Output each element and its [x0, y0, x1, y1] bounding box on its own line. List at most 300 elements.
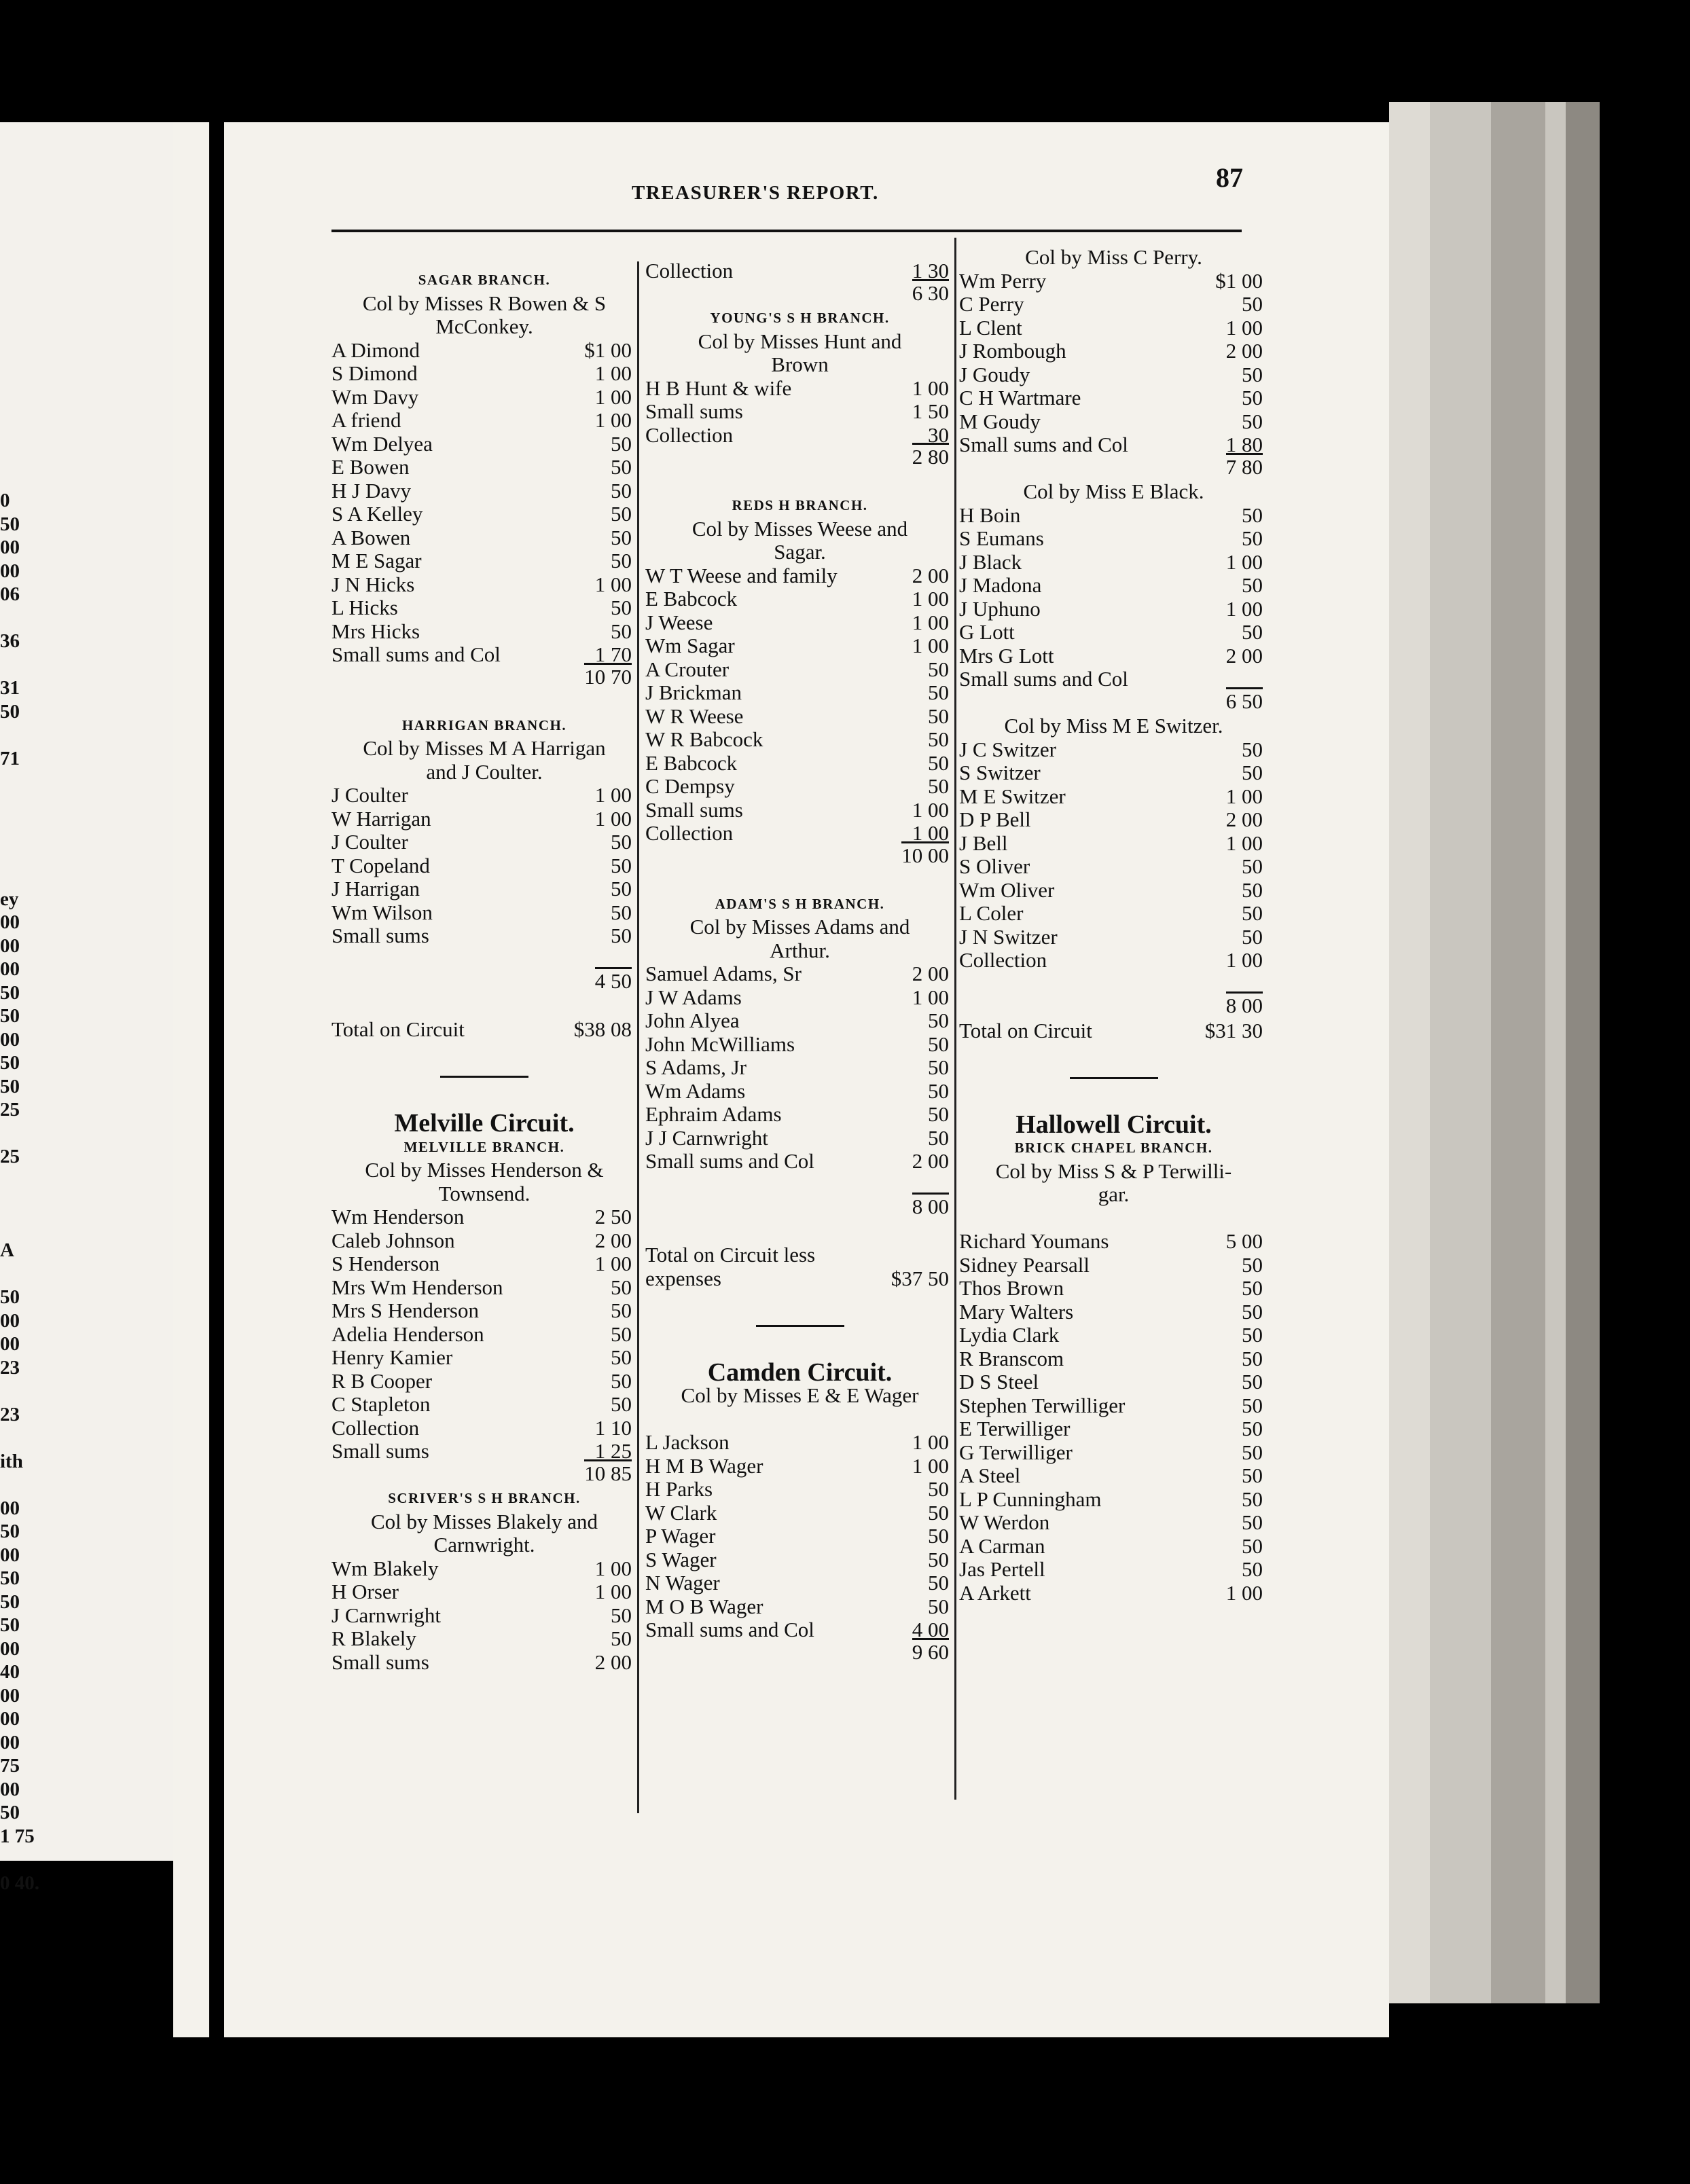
contribution-row	[645, 962, 954, 986]
entry-label: J N Switzer	[959, 924, 1058, 949]
entry-amount: 50	[1242, 409, 1263, 433]
entry-label: P Wager	[645, 1524, 716, 1548]
margin-number	[0, 794, 27, 818]
entry-amount: 50	[1242, 620, 1263, 644]
margin-number	[0, 723, 27, 747]
entry-label: Wm Wilson	[331, 900, 433, 924]
entry-amount: 2 00	[912, 563, 949, 587]
spacer	[645, 1220, 954, 1244]
contribution-row	[959, 1488, 1268, 1512]
entry-label: H J Davy	[331, 478, 412, 503]
contribution-row	[331, 901, 637, 925]
entry-amount: 50	[1242, 1440, 1263, 1464]
collector-line	[959, 480, 1268, 504]
entry-label: Total on Circuit less	[645, 1243, 816, 1267]
margin-number: 00	[0, 1637, 20, 1660]
entry-amount: 50	[1242, 1323, 1263, 1347]
margin-number: 0 40.	[0, 1872, 39, 1894]
entry-amount: 50	[1242, 877, 1263, 902]
entry-label: Small sums	[331, 924, 429, 947]
contribution-row	[959, 761, 1268, 785]
contribution-row	[331, 784, 637, 807]
collector-line	[331, 761, 637, 784]
entry-amount: 2 00	[1225, 339, 1263, 363]
margin-number: 1 75	[0, 1825, 35, 1847]
entry-amount: 50	[1242, 1252, 1263, 1277]
margin-number: 00	[0, 1684, 20, 1707]
margin-number: 25	[0, 1099, 20, 1121]
entry-label: J Coulter	[331, 783, 408, 807]
entry-label: L P Cunningham	[959, 1487, 1102, 1511]
contribution-row	[959, 1370, 1268, 1394]
entry-amount: 50	[611, 853, 632, 877]
page-number: 87	[1216, 162, 1243, 193]
entry-label: Wm Blakely	[331, 1556, 439, 1580]
margin-number: 50	[0, 1802, 20, 1823]
collector-line	[645, 353, 954, 377]
entry-label: S Dimond	[331, 361, 418, 385]
contribution-row	[959, 527, 1268, 551]
contribution-row	[331, 1417, 637, 1440]
entry-amount: 50	[1242, 1557, 1263, 1581]
collector-line	[645, 1384, 954, 1408]
entry-amount: 50	[1242, 924, 1263, 949]
circuit-heading	[959, 1110, 1268, 1139]
entry-label: Thos Brown	[959, 1276, 1064, 1300]
margin-number	[0, 1122, 27, 1146]
entry-label: G Lott	[959, 620, 1015, 644]
contribution-row	[331, 362, 637, 386]
contribution-row	[645, 1009, 954, 1033]
collector-line	[959, 1160, 1268, 1184]
entry-label: expenses	[645, 1266, 721, 1290]
contribution-row	[959, 363, 1268, 387]
contribution-row	[959, 668, 1268, 691]
entry-amount: 1 00	[594, 1556, 632, 1580]
entry-label: D P Bell	[959, 807, 1031, 831]
margin-number: ith	[0, 1450, 23, 1472]
entry-label: Wm Adams	[645, 1078, 746, 1103]
contribution-row	[959, 1300, 1268, 1324]
entry-label: Henry Kamier	[331, 1345, 453, 1369]
contribution-row	[331, 339, 637, 363]
entry-label: J Madona	[959, 573, 1042, 597]
entry-amount: $1 00	[584, 338, 632, 362]
contribution-row	[959, 316, 1268, 340]
circuit-heading	[331, 1109, 637, 1138]
entry-amount: 50	[611, 1298, 632, 1322]
contribution-row	[645, 1618, 954, 1642]
contribution-row	[331, 526, 637, 550]
margin-number: 50	[0, 1614, 20, 1636]
entry-amount: 50	[611, 924, 632, 947]
entry-label: YOUNG'S S H BRANCH.	[710, 310, 890, 326]
spacer	[331, 948, 637, 972]
margin-number: 00	[0, 1778, 20, 1800]
contribution-row	[331, 596, 637, 620]
entry-label: John McWilliams	[645, 1032, 795, 1056]
entry-label: J Coulter	[331, 830, 408, 854]
entry-amount: 50	[611, 1626, 632, 1650]
margin-number: 75	[0, 1755, 20, 1777]
entry-label: Caleb Johnson	[331, 1228, 455, 1252]
margin-number	[0, 1169, 27, 1193]
running-header: TREASURER'S REPORT.	[632, 182, 879, 204]
entry-label: Richard Youmans	[959, 1229, 1109, 1253]
branch-heading	[331, 1487, 637, 1510]
contribution-row	[959, 433, 1268, 457]
spacer	[331, 690, 637, 714]
entry-label: Townsend.	[438, 1181, 531, 1205]
entry-amount: 50	[928, 774, 949, 798]
entry-label: Mrs Wm Henderson	[331, 1275, 503, 1299]
entry-amount: 50	[1242, 1533, 1263, 1558]
contribution-row	[959, 293, 1268, 316]
contribution-row	[959, 340, 1268, 363]
contribution-row	[645, 1150, 954, 1173]
entry-amount: 50	[1242, 901, 1263, 925]
entry-label: H Parks	[645, 1477, 713, 1501]
entry-label: Collection	[645, 422, 734, 447]
contribution-row	[959, 1511, 1268, 1535]
entry-amount: 50	[1242, 1417, 1263, 1440]
margin-number	[0, 1848, 27, 1872]
contribution-row	[331, 433, 637, 456]
contribution-row	[331, 386, 637, 410]
entry-amount: 50	[611, 830, 632, 854]
entry-label: Collection	[959, 948, 1047, 972]
contribution-row	[645, 611, 954, 635]
contribution-row	[645, 587, 954, 611]
entry-amount: 50	[611, 525, 632, 549]
entry-label: H M B Wager	[645, 1453, 763, 1478]
contribution-row	[645, 799, 954, 822]
entry-label: Sagar.	[774, 540, 826, 564]
entry-amount: 50	[611, 1322, 632, 1346]
entry-amount: 50	[611, 877, 632, 900]
entry-amount: 50	[928, 1078, 949, 1103]
entry-amount: 30	[928, 422, 949, 447]
entry-label: R B Cooper	[331, 1368, 433, 1393]
contribution-row	[959, 785, 1268, 809]
entry-amount: 7 80	[1226, 453, 1263, 479]
entry-amount: 50	[1242, 1463, 1263, 1487]
entry-label: J Goudy	[959, 362, 1030, 386]
entry-label: Hallowell Circuit.	[1015, 1110, 1212, 1139]
entry-amount: 1 50	[912, 399, 949, 423]
section-divider	[331, 1065, 637, 1089]
contribution-row	[331, 1299, 637, 1323]
spacer	[959, 1042, 1268, 1066]
page-block-edge	[1389, 102, 1600, 2003]
entry-amount: 50	[1242, 1346, 1263, 1370]
entry-label: J N Hicks	[331, 572, 415, 596]
entry-amount: 1 00	[912, 1453, 949, 1478]
spacer	[959, 1089, 1268, 1113]
entry-label: SAGAR BRANCH.	[418, 272, 551, 288]
contribution-row	[645, 658, 954, 682]
entry-label: Col by Miss S & P Terwilli-	[995, 1159, 1232, 1183]
entry-label: S A Kelley	[331, 502, 423, 526]
book-spine	[209, 102, 224, 2071]
entry-amount: 1 00	[1225, 831, 1263, 855]
entry-amount: 10 70	[584, 663, 632, 689]
contribution-row	[959, 644, 1268, 668]
spacer	[331, 1042, 637, 1066]
entry-label: John Alyea	[645, 1008, 740, 1032]
entry-label: SCRIVER'S S H BRANCH.	[388, 1490, 581, 1506]
entry-label: L Jackson	[645, 1430, 730, 1454]
contribution-row	[959, 598, 1268, 621]
entry-label: Small sums and Col	[645, 1618, 814, 1641]
entry-label: Wm Perry	[959, 268, 1047, 293]
contribution-row	[331, 1604, 637, 1628]
column-2	[645, 259, 954, 1665]
margin-number: 40	[0, 1661, 20, 1683]
entry-label: Melville Circuit.	[394, 1109, 575, 1138]
entry-amount: 50	[928, 704, 949, 728]
entry-amount: 50	[928, 727, 949, 751]
subtotal-row	[645, 447, 954, 471]
entry-label: R Branscom	[959, 1346, 1064, 1370]
entry-label: Sidney Pearsall	[959, 1252, 1090, 1277]
contribution-row	[331, 1627, 637, 1651]
entry-amount: 6 30	[912, 279, 949, 306]
contribution-row	[645, 259, 954, 283]
entry-amount: 50	[928, 680, 949, 704]
margin-number: 00	[0, 934, 20, 957]
entry-label: H Boin	[959, 503, 1021, 527]
spacer	[645, 1290, 954, 1314]
entry-amount: 2 00	[912, 962, 949, 985]
margin-number: 50	[0, 1567, 20, 1589]
entry-amount: 50	[1242, 362, 1263, 386]
entry-label: R Blakely	[331, 1626, 416, 1650]
contribution-row	[645, 1267, 954, 1291]
spacer	[645, 1408, 954, 1432]
entry-label: Col by Misses Blakely and	[370, 1509, 598, 1533]
entry-label: C Perry	[959, 292, 1024, 316]
entry-label: Collection	[331, 1415, 420, 1440]
margin-number: 00	[0, 1309, 20, 1332]
entry-label: Col by Misses E & E Wager	[681, 1383, 919, 1407]
contribution-row	[645, 400, 954, 424]
entry-label: MELVILLE BRANCH.	[403, 1138, 565, 1155]
entry-label: Collection	[645, 821, 734, 845]
contribution-row	[331, 1651, 637, 1675]
margin-number: 00	[0, 1028, 20, 1051]
entry-label: J C Switzer	[959, 737, 1056, 761]
entry-label: E Terwilliger	[959, 1417, 1071, 1440]
entry-label: Col by Misses Henderson &	[365, 1158, 604, 1182]
entry-amount: 50	[611, 900, 632, 924]
subtotal-row	[645, 1197, 954, 1220]
collector-line	[331, 1182, 637, 1206]
contribution-row	[959, 855, 1268, 879]
contribution-row	[331, 620, 637, 644]
entry-amount: 50	[611, 1345, 632, 1369]
spacer	[645, 1173, 954, 1197]
entry-label: Col by Misses R Bowen & S	[362, 291, 607, 315]
margin-number: 00	[0, 1544, 20, 1566]
entry-amount: 50	[1242, 737, 1263, 761]
entry-amount: 50	[1242, 1393, 1263, 1417]
entry-amount: 1 80	[1225, 433, 1263, 456]
contribution-row	[645, 1455, 954, 1478]
contribution-row	[959, 551, 1268, 575]
entry-amount: 10 00	[901, 841, 949, 868]
entry-amount: 8 00	[1226, 991, 1263, 1018]
entry-amount: 50	[611, 455, 632, 479]
contribution-row	[645, 1033, 954, 1057]
entry-label: A Crouter	[645, 657, 730, 681]
entry-label: A Carman	[959, 1533, 1045, 1558]
entry-amount: 50	[611, 502, 632, 526]
margin-number	[0, 1216, 27, 1239]
entry-amount: 50	[611, 549, 632, 572]
contribution-row	[959, 1417, 1268, 1441]
contribution-row	[331, 807, 637, 831]
entry-label: C H Wartmare	[959, 386, 1081, 410]
collector-line	[645, 330, 954, 354]
contribution-row	[331, 1370, 637, 1394]
entry-label: W R Babcock	[645, 727, 763, 751]
spacer	[959, 972, 1268, 996]
margin-number: 25	[0, 1146, 20, 1167]
margin-number	[0, 1473, 27, 1497]
contribution-row	[331, 456, 637, 479]
contribution-row	[645, 424, 954, 448]
entry-amount: 50	[1242, 854, 1263, 878]
entry-label: Wm Henderson	[331, 1205, 465, 1228]
entry-label: W Clark	[645, 1500, 717, 1525]
contribution-row	[331, 409, 637, 433]
branch-heading	[331, 1135, 637, 1159]
margin-number	[0, 1192, 27, 1216]
entry-label: S Wager	[645, 1547, 717, 1571]
entry-label: Mrs S Henderson	[331, 1298, 479, 1322]
contribution-row	[331, 1018, 637, 1042]
collector-line	[331, 737, 637, 761]
collector-line	[645, 517, 954, 541]
entry-label: ADAM'S S H BRANCH.	[715, 895, 885, 912]
margin-number: A	[0, 1239, 14, 1261]
entry-amount: 50	[928, 1547, 949, 1571]
margin-number	[0, 606, 27, 630]
margin-number: 00	[0, 560, 20, 582]
entry-amount: 1 00	[594, 408, 632, 432]
contribution-row	[959, 832, 1268, 856]
entry-amount: 50	[928, 1571, 949, 1595]
entry-label: Mrs G Lott	[959, 643, 1054, 668]
entry-amount: 50	[1242, 1487, 1263, 1511]
entry-amount: 8 00	[912, 1193, 949, 1219]
contribution-row	[331, 1580, 637, 1604]
entry-amount: 1 00	[912, 376, 949, 400]
entry-label: Col by Misses Weese and	[691, 516, 908, 541]
entry-label: REDS H BRANCH.	[732, 497, 868, 513]
entry-amount: 1 00	[1225, 784, 1263, 808]
branch-heading	[645, 494, 954, 517]
entry-label: M O B Wager	[645, 1594, 763, 1618]
entry-amount: 1 10	[594, 1415, 632, 1440]
contribution-row	[645, 681, 954, 705]
contribution-row	[959, 1558, 1268, 1582]
entry-label: Small sums	[645, 797, 743, 822]
contribution-row	[645, 1571, 954, 1595]
entry-amount: 50	[928, 750, 949, 775]
contribution-row	[331, 1346, 637, 1370]
contribution-row	[645, 1525, 954, 1548]
margin-number: 06	[0, 583, 20, 605]
column-1	[331, 268, 637, 1674]
entry-label: Col by Miss M E Switzer.	[1004, 714, 1223, 738]
entry-label: W Harrigan	[331, 806, 431, 831]
branch-heading	[645, 306, 954, 330]
collector-line	[645, 541, 954, 564]
margin-number: 23	[0, 1356, 20, 1379]
entry-amount: 50	[1242, 292, 1263, 316]
contribution-row	[645, 1478, 954, 1502]
spacer	[645, 471, 954, 494]
entry-label: Small sums	[331, 1439, 429, 1463]
contribution-row	[959, 926, 1268, 949]
entry-label: Total on Circuit	[331, 1017, 465, 1041]
entry-amount: 50	[928, 1125, 949, 1150]
entry-label: Col by Misses Hunt and	[698, 329, 902, 353]
entry-amount: 50	[611, 1368, 632, 1393]
entry-label: Adelia Henderson	[331, 1322, 484, 1346]
entry-label: J J Carnwright	[645, 1125, 768, 1150]
entry-amount: 50	[928, 1055, 949, 1079]
entry-amount: 2 80	[912, 443, 949, 469]
entry-label: C Stapleton	[331, 1392, 431, 1416]
entry-amount: 1 00	[912, 797, 949, 822]
margin-number: 36	[0, 630, 20, 652]
entry-label: Ephraim Adams	[645, 1102, 782, 1126]
entry-label: A Steel	[959, 1463, 1021, 1487]
margin-number	[0, 1262, 27, 1286]
collector-line	[959, 714, 1268, 738]
entry-label: J Brickman	[645, 680, 742, 704]
entry-label: W T Weese and family	[645, 563, 838, 587]
contribution-row	[645, 752, 954, 776]
entry-label: Wm Sagar	[645, 634, 735, 657]
entry-label: H B Hunt & wife	[645, 376, 792, 400]
margin-number: 00	[0, 1731, 20, 1753]
entry-label: Lydia Clark	[959, 1323, 1060, 1347]
section-divider	[959, 1066, 1268, 1090]
margin-number: 50	[0, 1590, 20, 1613]
entry-amount: 50	[928, 1500, 949, 1525]
column-rule-1	[637, 261, 639, 1813]
margin-number: 50	[0, 1286, 20, 1308]
entry-label: Arthur.	[770, 938, 830, 962]
entry-label: M Goudy	[959, 409, 1041, 433]
subtotal-row	[645, 280, 954, 307]
collector-line	[645, 939, 954, 963]
entry-label: and J Coulter.	[426, 759, 543, 784]
contribution-row	[331, 877, 637, 901]
contribution-row	[645, 986, 954, 1010]
collector-line	[959, 1183, 1268, 1207]
entry-label: Stephen Terwilliger	[959, 1393, 1126, 1417]
entry-label: Small sums and Col	[959, 433, 1128, 456]
entry-label: Carnwright.	[433, 1533, 535, 1557]
collector-line	[331, 1159, 637, 1182]
entry-label: McConkey.	[435, 314, 533, 338]
branch-heading	[645, 892, 954, 916]
